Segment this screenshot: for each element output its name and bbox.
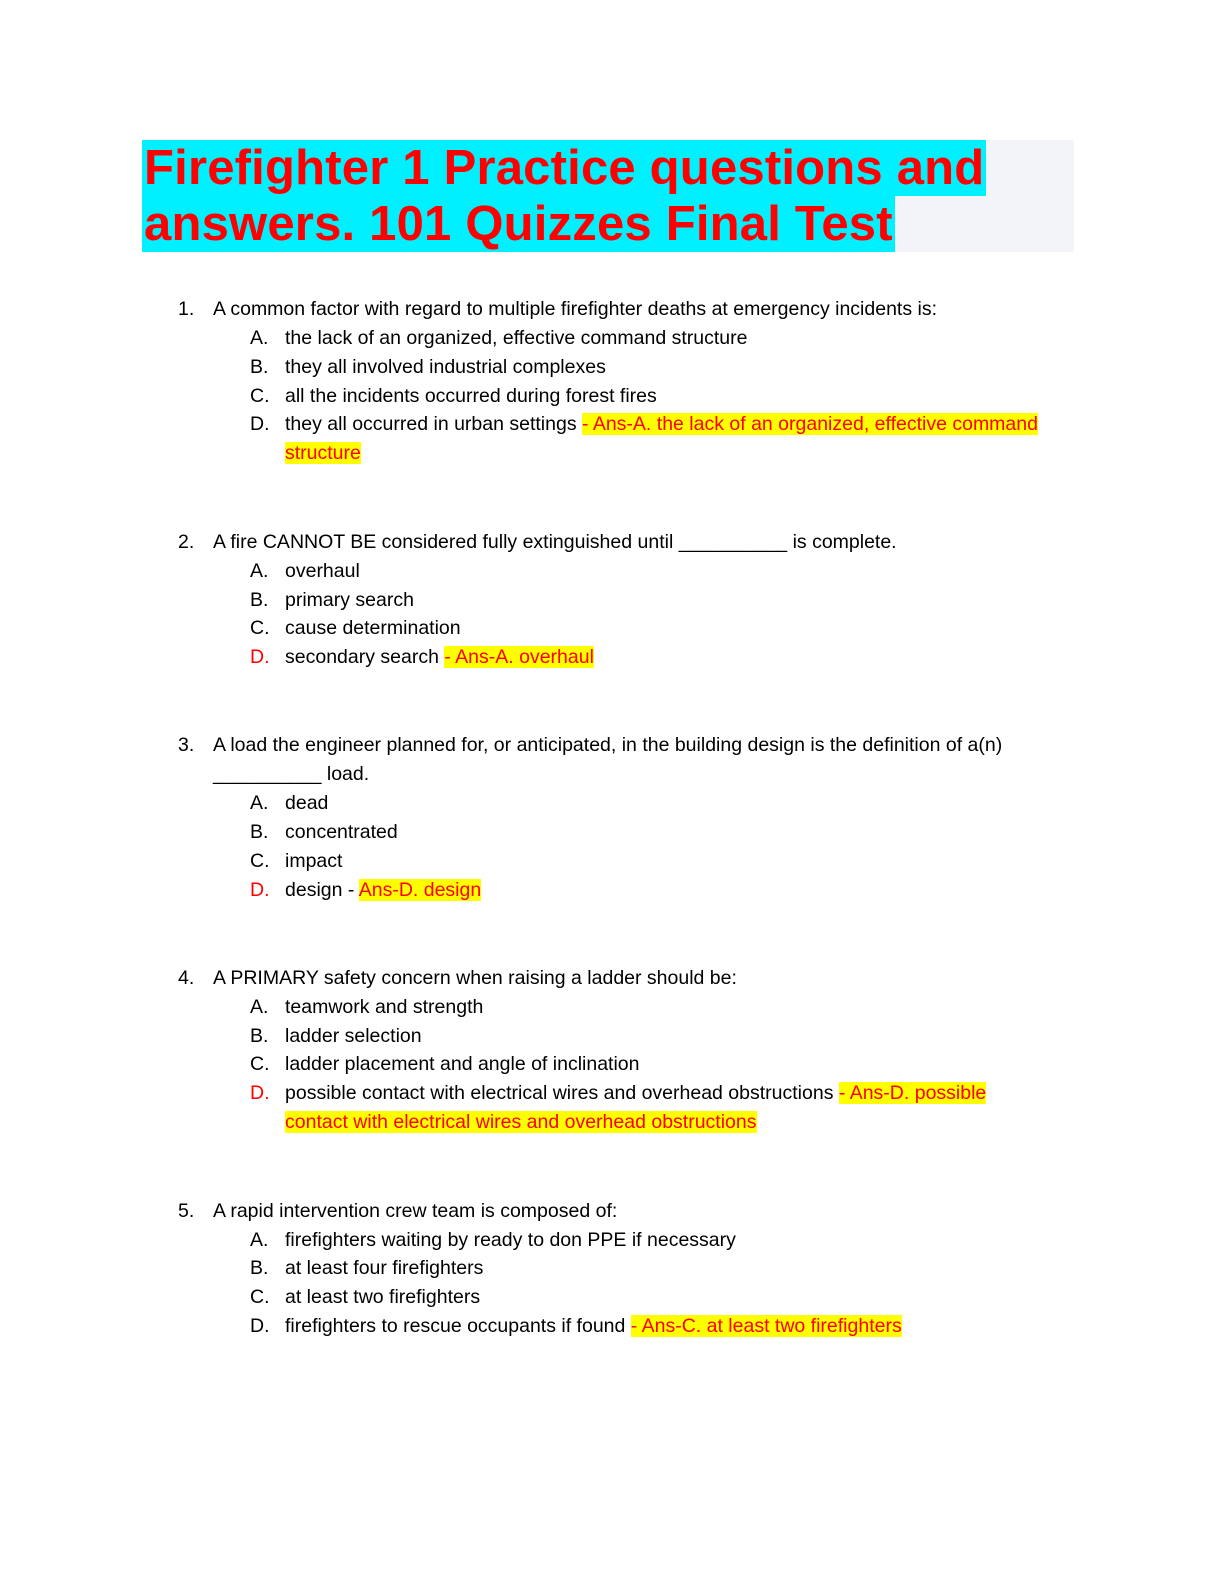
option-row bbox=[0, 876, 1224, 905]
option-letter: D. bbox=[250, 646, 270, 668]
option-letter: A. bbox=[250, 792, 269, 814]
question-row bbox=[0, 528, 1224, 557]
option-row bbox=[0, 789, 1224, 818]
option-letter: A. bbox=[250, 1229, 269, 1251]
option-letter: B. bbox=[250, 356, 269, 378]
option-letter: D. bbox=[250, 1315, 270, 1337]
option-row bbox=[0, 382, 1224, 411]
question-number: 2. bbox=[178, 531, 195, 553]
option-letter: A. bbox=[250, 327, 269, 349]
question-row bbox=[0, 1197, 1224, 1226]
option-text: at least two firefighters bbox=[285, 1286, 481, 1308]
title-line-2: answers. 101 Quizzes Final Test bbox=[144, 197, 893, 251]
answer-continuation bbox=[0, 1108, 1224, 1137]
option-text: firefighters waiting by ready to don PPE if necessary bbox=[285, 1229, 736, 1251]
option-row bbox=[0, 1079, 1224, 1108]
question-text: A common factor with regard to multiple firefighter deaths at emergency incidents is: bbox=[213, 298, 938, 320]
option-row bbox=[0, 586, 1224, 615]
option-row bbox=[0, 557, 1224, 586]
option-text: overhaul bbox=[285, 560, 360, 582]
question-row-continuation bbox=[0, 760, 1224, 789]
option-letter: C. bbox=[250, 617, 270, 639]
title-block bbox=[142, 140, 1074, 252]
option-letter: A. bbox=[250, 560, 269, 582]
option-text-value: design - bbox=[285, 879, 355, 901]
option-text: concentrated bbox=[285, 821, 398, 843]
question-row bbox=[0, 731, 1224, 760]
option-text: primary search bbox=[285, 589, 414, 611]
option-text: dead bbox=[285, 792, 329, 814]
option-text-value: secondary search bbox=[285, 646, 439, 668]
title-line-1: Firefighter 1 Practice questions and bbox=[144, 141, 985, 195]
option-letter: B. bbox=[250, 1257, 269, 1279]
question-text: A rapid intervention crew team is composed of: bbox=[213, 1200, 618, 1222]
answer-highlight: Ans-D. design bbox=[358, 879, 482, 901]
option-row bbox=[0, 643, 1224, 672]
option-letter: C. bbox=[250, 850, 270, 872]
question-text: A fire CANNOT BE considered fully extinguished until __________ is complete. bbox=[213, 531, 897, 553]
answer-highlight: - Ans-D. possible bbox=[838, 1082, 987, 1104]
option-row bbox=[0, 1022, 1224, 1051]
option-row bbox=[0, 410, 1224, 439]
option-letter: D. bbox=[250, 879, 270, 901]
option-letter: C. bbox=[250, 1053, 270, 1075]
question-number: 4. bbox=[178, 967, 195, 989]
option-letter: D. bbox=[250, 413, 270, 435]
option-text: they all involved industrial complexes bbox=[285, 356, 606, 378]
option-row bbox=[0, 1050, 1224, 1079]
question-row bbox=[0, 964, 1224, 993]
option-letter: C. bbox=[250, 1286, 270, 1308]
option-row bbox=[0, 847, 1224, 876]
option-text: all the incidents occurred during forest fires bbox=[285, 385, 657, 407]
option-text bbox=[285, 1312, 902, 1341]
option-letter: D. bbox=[250, 1082, 270, 1104]
question-number: 5. bbox=[178, 1200, 195, 1222]
option-letter: B. bbox=[250, 589, 269, 611]
option-row bbox=[0, 1254, 1224, 1283]
option-text: teamwork and strength bbox=[285, 996, 484, 1018]
answer-highlight: - Ans-A. overhaul bbox=[444, 646, 594, 668]
option-row bbox=[0, 1226, 1224, 1255]
option-text: the lack of an organized, effective command structure bbox=[285, 327, 748, 349]
option-row bbox=[0, 353, 1224, 382]
question-text: __________ load. bbox=[213, 763, 370, 785]
question-number: 1. bbox=[178, 298, 195, 320]
option-text bbox=[285, 643, 594, 672]
question-text: A load the engineer planned for, or anticipated, in the building design is the definition of a(n) bbox=[213, 734, 1003, 756]
option-text: ladder placement and angle of inclination bbox=[285, 1053, 640, 1075]
answer-highlight: contact with electrical wires and overhead obstructions bbox=[285, 1111, 757, 1133]
option-row bbox=[0, 324, 1224, 353]
question-number: 3. bbox=[178, 734, 195, 756]
option-text-value: possible contact with electrical wires and overhead obstructions bbox=[285, 1082, 834, 1104]
option-letter: A. bbox=[250, 996, 269, 1018]
option-row bbox=[0, 1312, 1224, 1341]
option-text: at least four firefighters bbox=[285, 1257, 484, 1279]
option-letter: B. bbox=[250, 1025, 269, 1047]
option-letter: B. bbox=[250, 821, 269, 843]
option-text: ladder selection bbox=[285, 1025, 422, 1047]
answer-highlight: - Ans-C. at least two firefighters bbox=[630, 1315, 902, 1337]
option-text: impact bbox=[285, 850, 343, 872]
option-text bbox=[285, 1079, 986, 1108]
option-row bbox=[0, 614, 1224, 643]
option-letter: C. bbox=[250, 385, 270, 407]
option-text: cause determination bbox=[285, 617, 461, 639]
question-text: A PRIMARY safety concern when raising a ladder should be: bbox=[213, 967, 737, 989]
option-text-value: they all occurred in urban settings bbox=[285, 413, 577, 435]
option-text bbox=[285, 410, 1038, 439]
question-row bbox=[0, 295, 1224, 324]
option-row bbox=[0, 1283, 1224, 1312]
option-row bbox=[0, 993, 1224, 1022]
answer-highlight: structure bbox=[285, 442, 361, 464]
answer-continuation bbox=[0, 439, 1224, 468]
option-row bbox=[0, 818, 1224, 847]
answer-highlight: - Ans-A. the lack of an organized, effective command bbox=[582, 413, 1038, 435]
option-text-value: firefighters to rescue occupants if found bbox=[285, 1315, 626, 1337]
option-text bbox=[285, 876, 481, 905]
